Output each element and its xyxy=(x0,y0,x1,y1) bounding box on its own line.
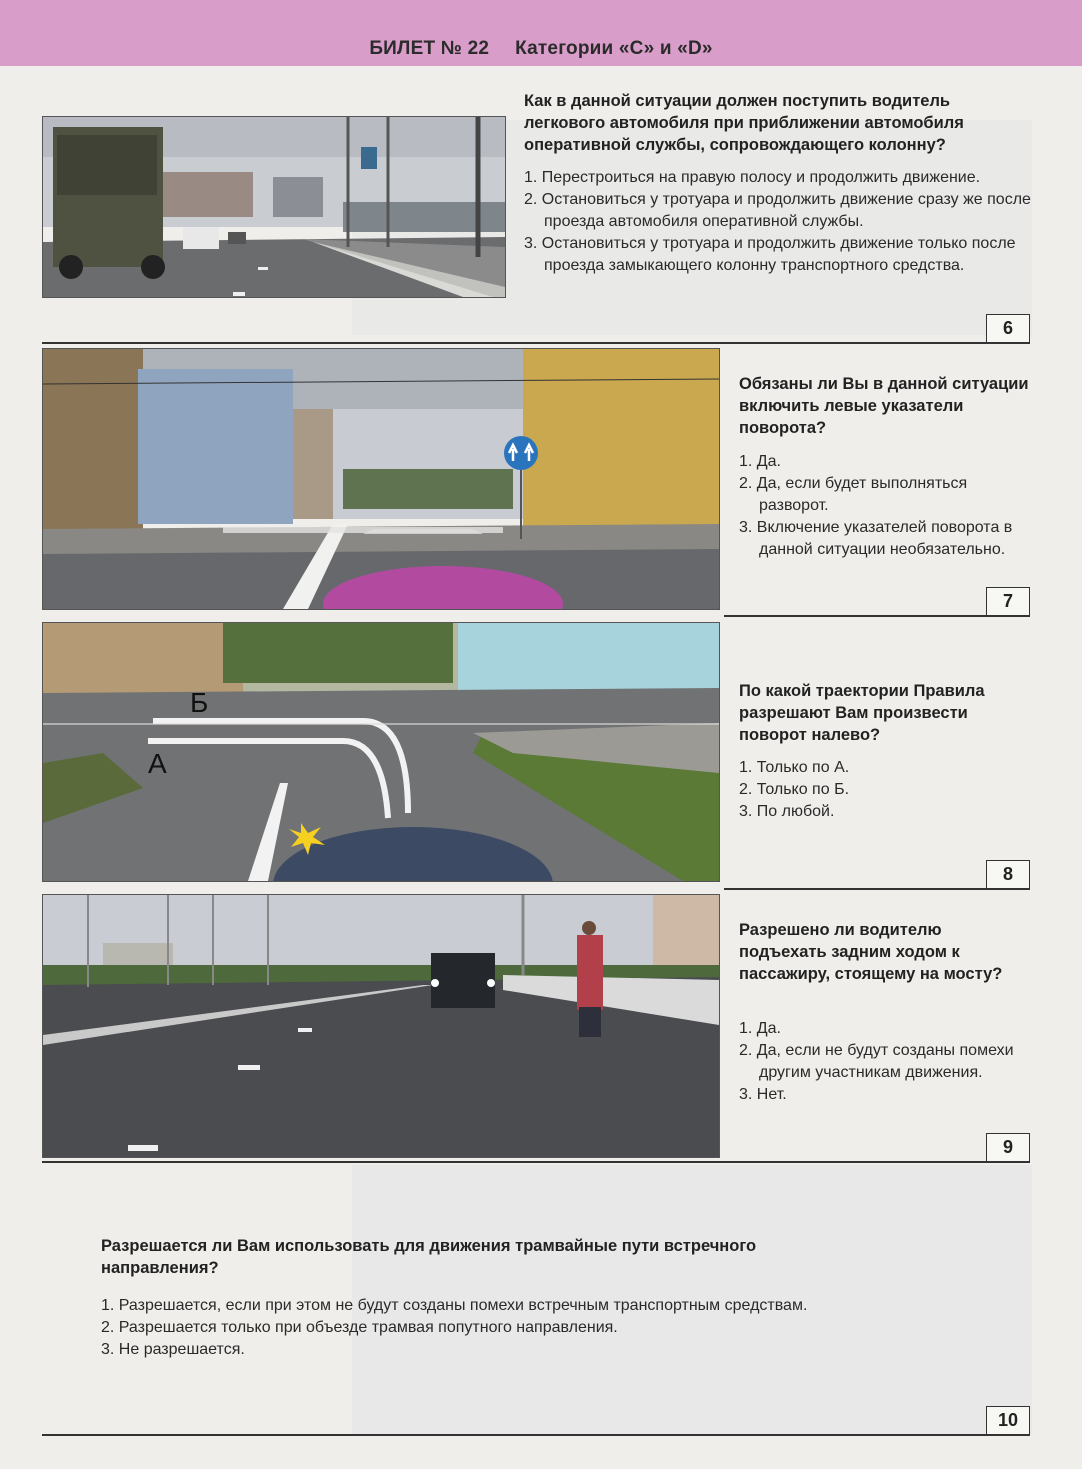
divider xyxy=(42,342,1030,344)
question-10-answers xyxy=(101,1295,1001,1361)
answer-option[interactable]: 1. Только по А. xyxy=(739,759,850,776)
intersection-image xyxy=(43,623,719,881)
question-8-number: 8 xyxy=(986,860,1030,889)
answer-option[interactable]: 1. Перестроиться на правую полосу и продолжить движение. xyxy=(524,169,981,186)
divider xyxy=(724,615,1030,617)
question-9-answers xyxy=(739,1018,1029,1106)
question-9-photo xyxy=(42,894,720,1158)
answer-option[interactable]: 2. Остановиться у тротуара и продолжить движение сразу же после проезда автомобиля оперативной службы. xyxy=(524,191,1031,230)
question-8-title: По какой траектории Правила разрешают Вам произвести поворот налево? xyxy=(739,682,985,744)
question-6-answers xyxy=(524,167,1034,277)
question-7-title: Обязаны ли Вы в данной ситуации включить левые указатели поворота? xyxy=(739,375,1029,437)
answer-option[interactable]: 3. Остановиться у тротуара и продолжить движение только после проезда замыкающего колонну транспортного средства. xyxy=(524,235,1016,274)
answer-option[interactable]: 2. Разрешается только при объезде трамвая попутного направления. xyxy=(101,1319,618,1336)
divider xyxy=(724,888,1030,890)
answer-option[interactable]: 3. Нет. xyxy=(739,1086,787,1103)
question-8-photo xyxy=(42,622,720,882)
question-10-number: 10 xyxy=(986,1406,1030,1435)
answer-option[interactable]: 3. Включение указателей поворота в данной ситуации необязательно. xyxy=(739,519,1013,558)
divider xyxy=(42,1434,1030,1436)
question-7-number: 7 xyxy=(986,587,1030,616)
question-7-photo xyxy=(42,348,720,610)
question-9-number: 9 xyxy=(986,1133,1030,1162)
question-6-number: 6 xyxy=(986,314,1030,343)
answer-option[interactable]: 3. Не разрешается. xyxy=(101,1341,245,1358)
divider xyxy=(42,1161,1030,1163)
answer-option[interactable]: 2. Да, если не будут созданы помехи другим участникам движения. xyxy=(739,1042,1014,1081)
page-header xyxy=(0,38,1082,60)
answer-option[interactable]: 1. Разрешается, если при этом не будут созданы помехи встречным транспортным средствам. xyxy=(101,1297,808,1314)
categories-label: Категории «C» и «D» xyxy=(515,38,713,59)
city-street-image xyxy=(43,349,719,609)
answer-option[interactable]: 1. Да. xyxy=(739,1020,781,1037)
trajectory-label-b: Б xyxy=(190,687,209,718)
question-9-title: Разрешено ли водителю подъехать задним ходом к пассажиру, стоящему на мосту? xyxy=(739,921,1003,983)
question-6-photo xyxy=(42,116,506,298)
ticket-number: БИЛЕТ № 22 xyxy=(369,38,490,59)
answer-option[interactable]: 2. Только по Б. xyxy=(739,781,850,798)
trajectory-label-a: А xyxy=(148,748,167,779)
question-7-answers xyxy=(739,451,1029,561)
answer-option[interactable]: 2. Да, если будет выполняться разворот. xyxy=(739,475,968,514)
bridge-road-image xyxy=(43,895,719,1157)
question-10-title: Разрешается ли Вам использовать для движения трамвайные пути встречного направления? xyxy=(101,1237,757,1277)
question-8-answers xyxy=(739,757,1029,823)
answer-option[interactable]: 3. По любой. xyxy=(739,803,835,820)
road-convoy-image xyxy=(43,117,505,297)
question-6-title: Как в данной ситуации должен поступить водитель легкового автомобиля при приближении автомобиля оперативной службы, сопровождающего колонну? xyxy=(524,92,964,154)
answer-option[interactable]: 1. Да. xyxy=(739,453,781,470)
